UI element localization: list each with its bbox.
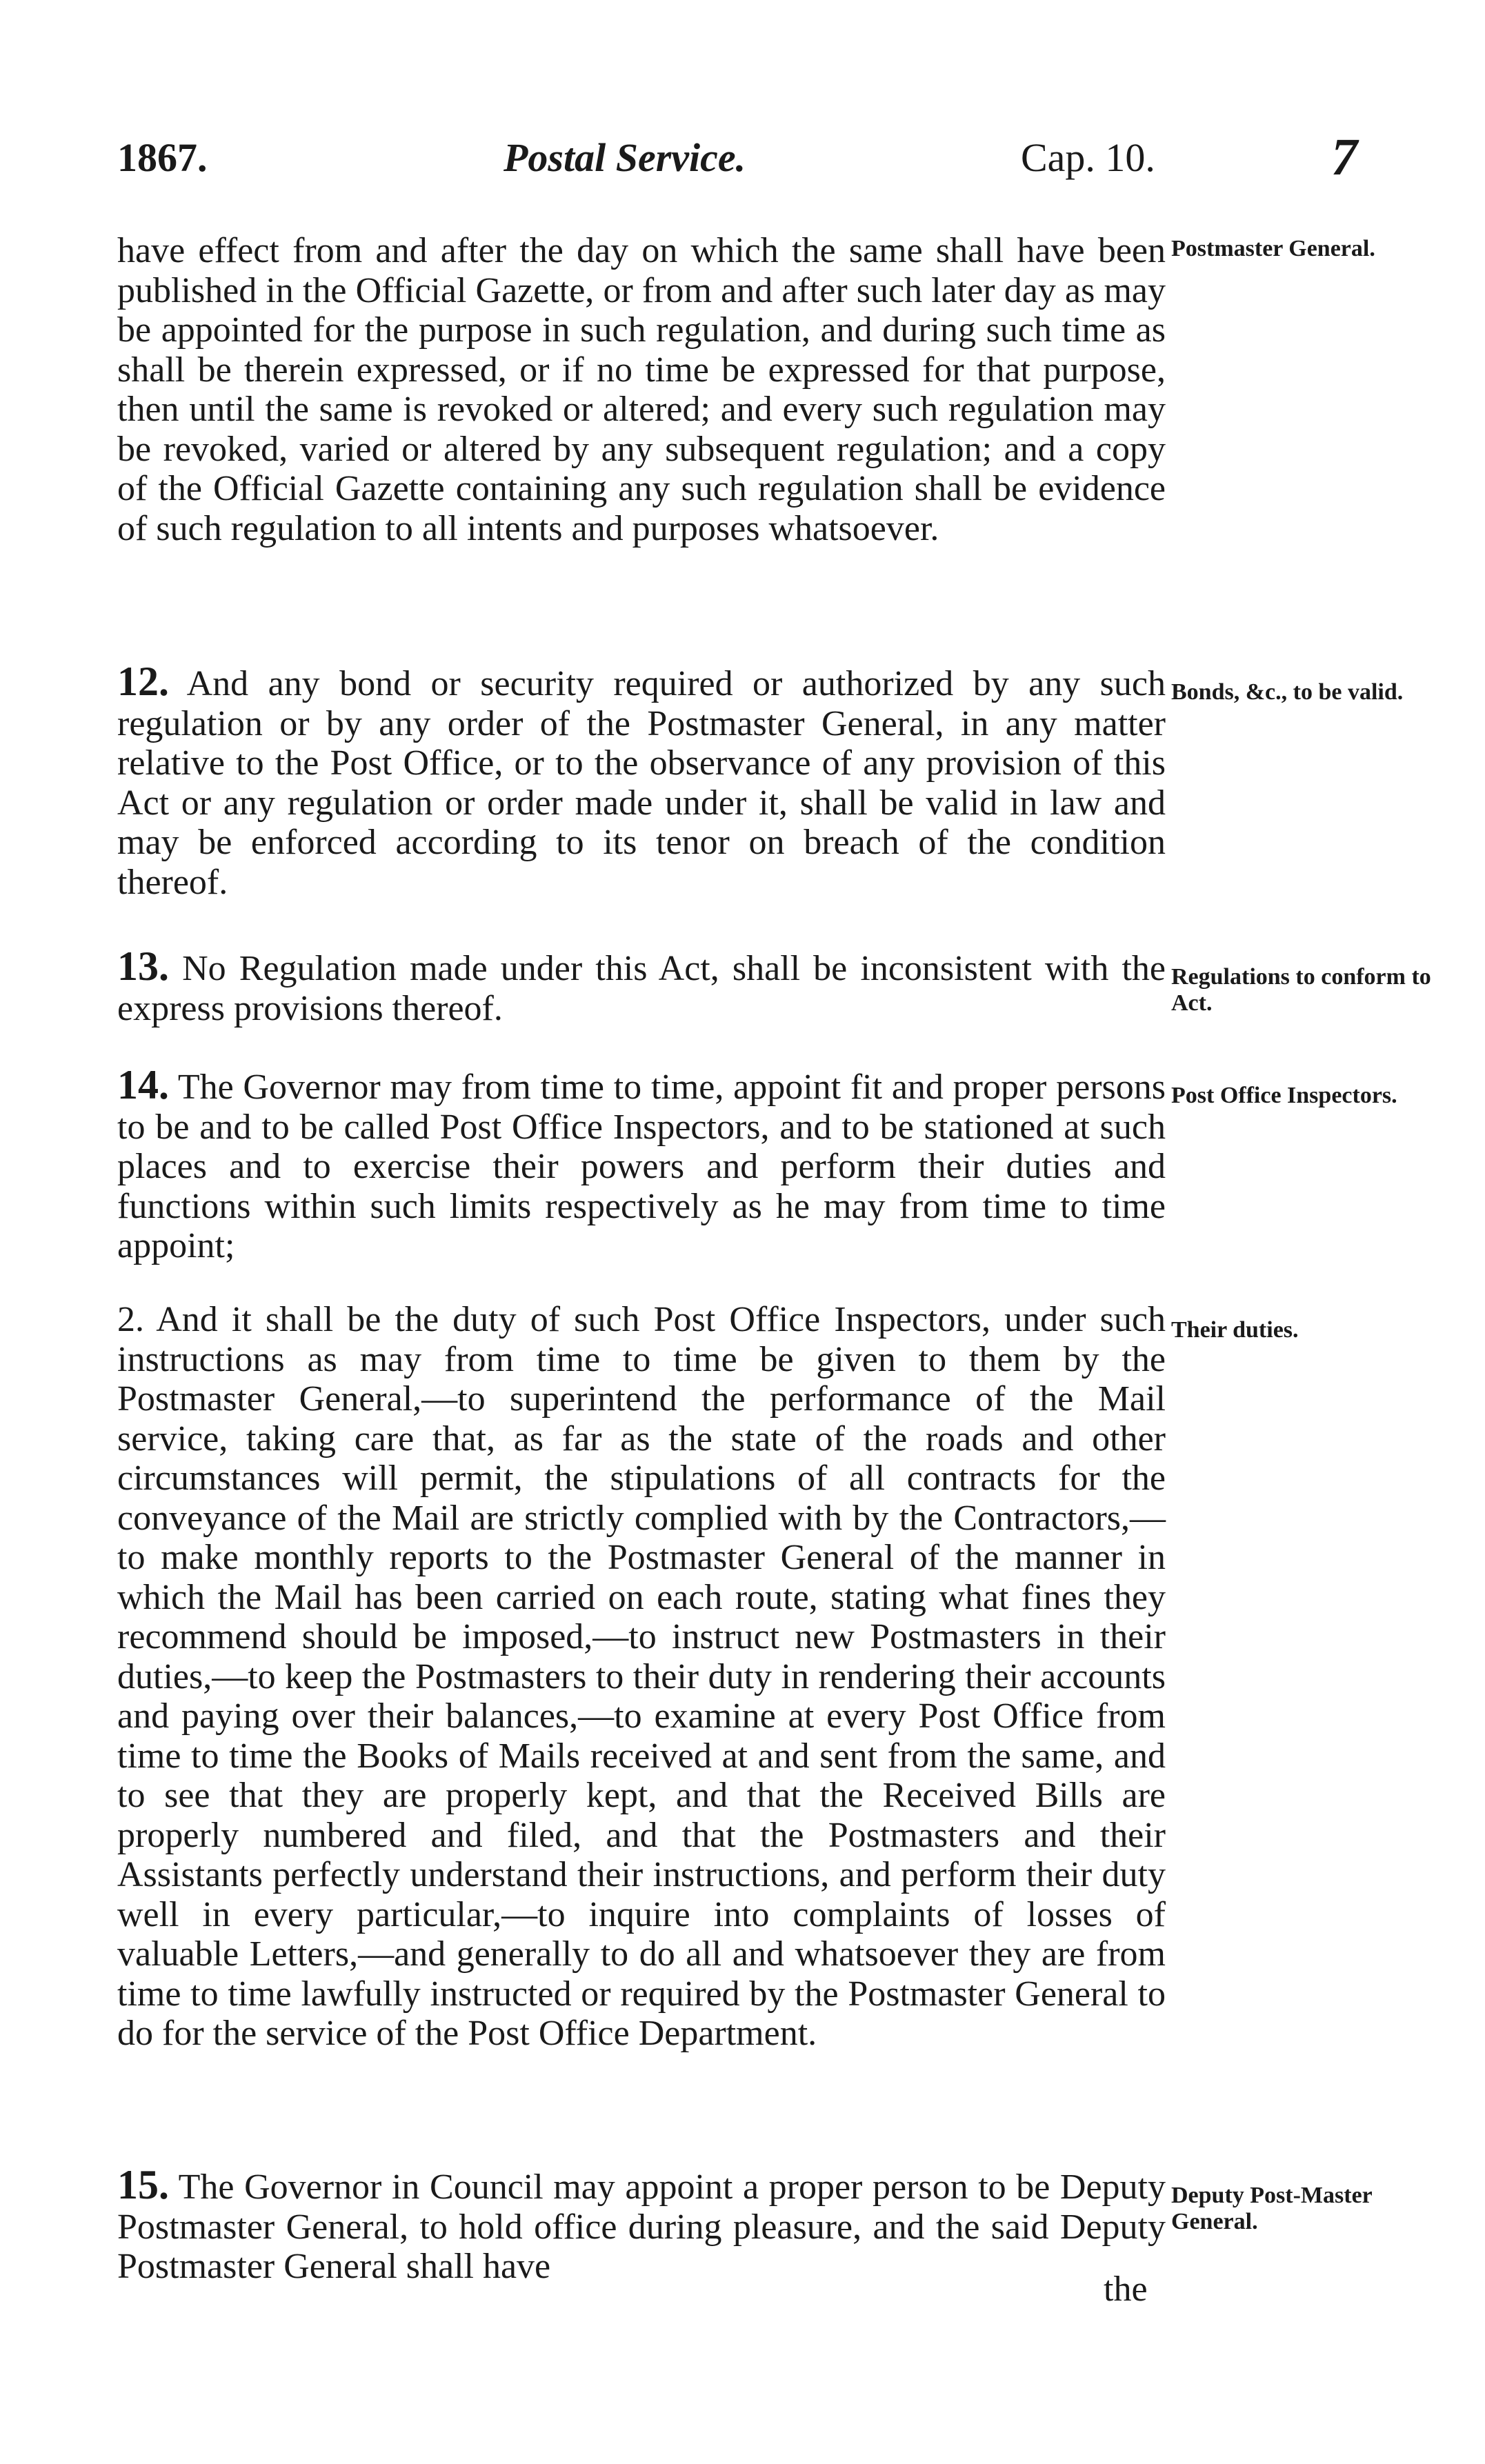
running-header xyxy=(117,128,1469,197)
section-number: 14. xyxy=(117,1062,169,1108)
header-title: Postal Service. xyxy=(504,135,746,180)
marginal-note-regulations: Regulations to conform to Act. xyxy=(1171,964,1431,1016)
marginal-note-deputy: Deputy Post-Master General. xyxy=(1171,2183,1373,2234)
paragraph-text: have effect from and after the day on which the same shall have been published in the Official Gazette, or from and after such later day as may be appointed for the purpose in such regulation, and during such time as shall be therein expressed, or if no time be expressed for that purpose, then until the same is revoked or altered; and every such regulation may be revoked, varied or altered by any subsequent regulation; and a copy of the Official Gazette containing any such regulation shall be evidence of such regulation to all intents and purposes whatsoever. xyxy=(117,231,1166,548)
paragraph-text: No Regulation made under this Act, shall be inconsistent with the express provisions thereof. xyxy=(117,949,1166,1028)
marginal-note-bonds: Bonds, &c., to be valid. xyxy=(1171,679,1404,705)
marginal-note-duties: Their duties. xyxy=(1171,1317,1299,1343)
section-number: 15. xyxy=(117,2162,169,2207)
marginal-note-postmaster-general: Postmaster General. xyxy=(1171,236,1375,261)
marginal-note-inspectors: Post Office Inspectors. xyxy=(1171,1083,1397,1108)
paragraph-text: The Governor in Council may appoint a proper person to be Deputy Postmaster General, to hold office during pleasure, and the said Deputy Postmaster General shall have xyxy=(117,2167,1166,2286)
catchword: the xyxy=(1104,2270,1148,2309)
paragraph-text: And it shall be the duty of such Post Office Inspectors, under such instructions as may from time to time be given to them by the Postmaster General,—to superintend the performance of the Mail service, taking care that, as far as the state of the roads and other circumstances will permit, the stipulations of all contracts for the conveyance of the Mail are strictly complied with by the Contractors,—to make monthly reports to the Postmaster General of the manner in which the Mail has been carried on each route, stating what fines they recommend should be imposed,—to instruct new Postmasters in their duties,—to keep the Postmasters to their duty in rendering their accounts and paying over their balances,—to examine at every Post Office from time to time the Books of Mails received at and sent from the same, and to see that they are properly kept, and that the Received Bills are properly numbered and filed, and that the Postmasters and their Assistants perfectly understand their instructions, and perform their duty well in every particular,—to inquire into complaints of losses of valuable Letters,—and generally to do all and whatsoever they are from time to time lawfully instructed or required by the Postmaster General to do for the service of the Post Office Department. xyxy=(117,1300,1166,2053)
paragraph-text: The Governor may from time to time, appoint fit and proper persons to be and to be called Post Office Inspectors, and to be stationed at such places and to exercise their powers and perform their duties and functions within such limits respectively as he may from time to time appoint; xyxy=(117,1068,1166,1265)
section-15 xyxy=(117,2162,1166,2287)
page-number: 7 xyxy=(1331,128,1357,186)
section-14 xyxy=(117,1062,1166,1266)
section-number: 12. xyxy=(117,659,169,704)
section-number: 13. xyxy=(117,943,169,989)
subsection-number: 2. xyxy=(117,1300,144,1339)
paragraph-continuation xyxy=(117,231,1166,548)
section-13 xyxy=(117,943,1166,1028)
header-year: 1867. xyxy=(117,135,208,180)
section-12 xyxy=(117,659,1166,902)
header-chapter: Cap. 10. xyxy=(1021,135,1155,180)
section-14-subsection-2 xyxy=(117,1300,1166,2054)
paragraph-text: And any bond or security required or authorized by any such regulation or by any order of the Postmaster General, in any matter relative to the Post Office, or to the observance of any provision of this Act or any regulation or order made under it, shall be valid in law and may be enforced according to its tenor on breach of the condition thereof. xyxy=(117,664,1166,902)
